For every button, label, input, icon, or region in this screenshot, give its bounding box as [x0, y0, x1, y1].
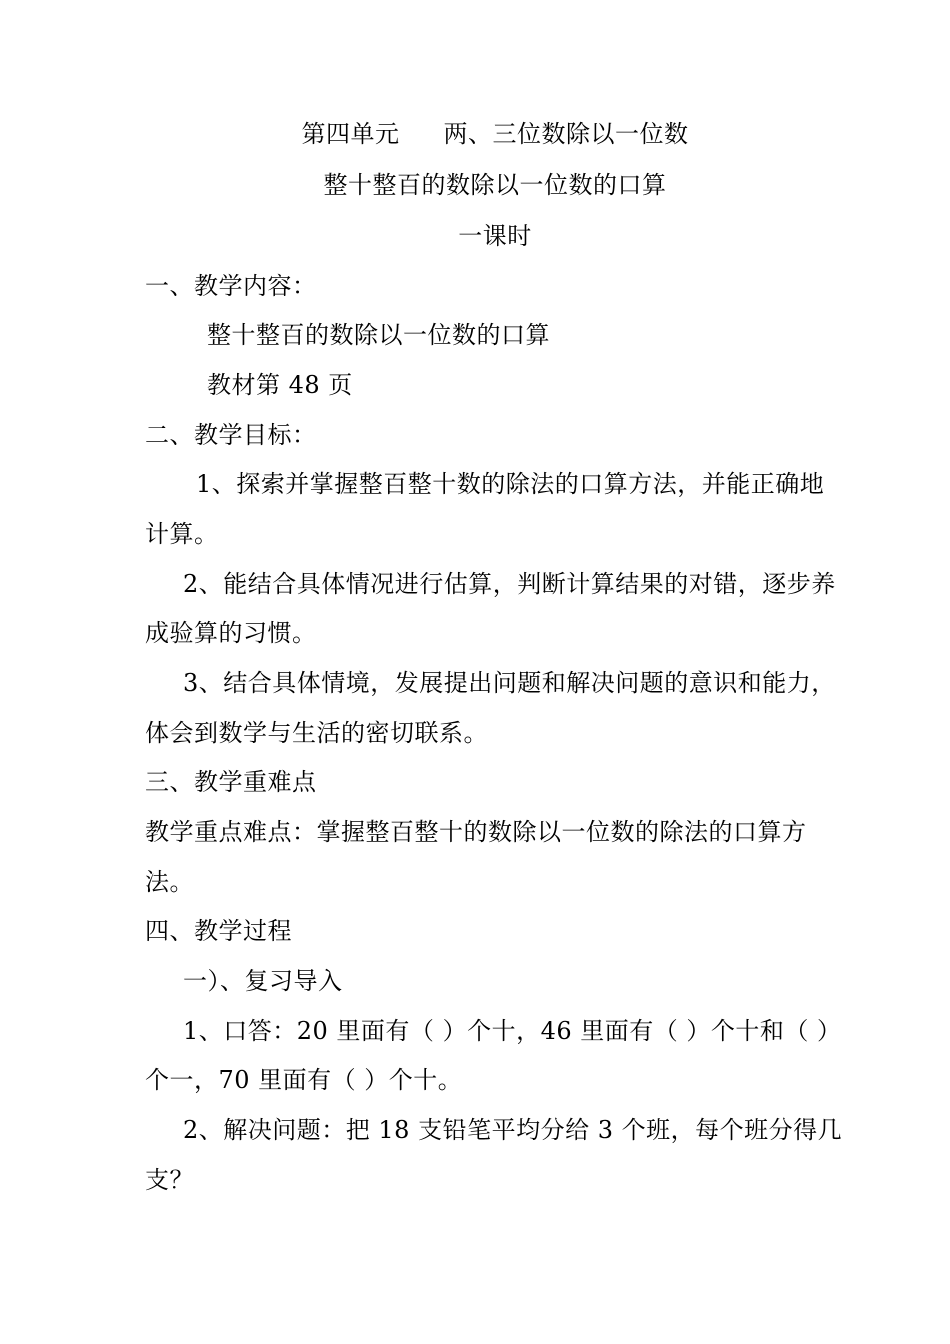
lesson-title: 整十整百的数除以一位数的口算 [323, 171, 667, 199]
content-heading: 一、教学内容： [145, 272, 317, 300]
process-heading: 四、教学过程 [145, 917, 292, 945]
objective-1-line-2: 计算。 [145, 520, 219, 548]
objective-3-line-1: 3、结合具体情境，发展提出问题和解决问题的意识和能力， [183, 669, 836, 697]
unit-label: 第四单元 [301, 120, 400, 148]
question-1-line-2: 个一，70 里面有（ ）个十。 [145, 1066, 463, 1094]
objective-3-line-2: 体会到数学与生活的密切联系。 [145, 719, 488, 747]
question-2-line-2: 支？ [145, 1166, 194, 1194]
content-line-2: 教材第 48 页 [207, 371, 353, 399]
objective-2-line-2: 成验算的习惯。 [145, 619, 317, 647]
objective-1-line-1: 1、探索并掌握整百整十数的除法的口算方法，并能正确地 [196, 470, 825, 498]
objective-2-line-1: 2、能结合具体情况进行估算，判断计算结果的对错，逐步养 [183, 570, 836, 598]
question-1-line-1: 1、口答：20 里面有（ ）个十，46 里面有（ ）个十和（ ） [183, 1017, 842, 1045]
lesson-period: 一课时 [458, 222, 532, 250]
question-2-line-1: 2、解决问题：把 18 支铅笔平均分给 3 个班，每个班分得几 [183, 1116, 843, 1144]
key-points-line-2: 法。 [145, 868, 194, 896]
unit-topic: 两、三位数除以一位数 [443, 120, 689, 148]
key-points-line-1: 教学重点难点：掌握整百整十的数除以一位数的除法的口算方 [145, 818, 807, 846]
objectives-heading: 二、教学目标： [145, 421, 317, 449]
unit-title [0, 119, 950, 149]
process-sub-heading: 一）、复习导入 [183, 967, 343, 995]
key-points-heading: 三、教学重难点 [145, 768, 317, 796]
content-line-1: 整十整百的数除以一位数的口算 [207, 321, 550, 349]
